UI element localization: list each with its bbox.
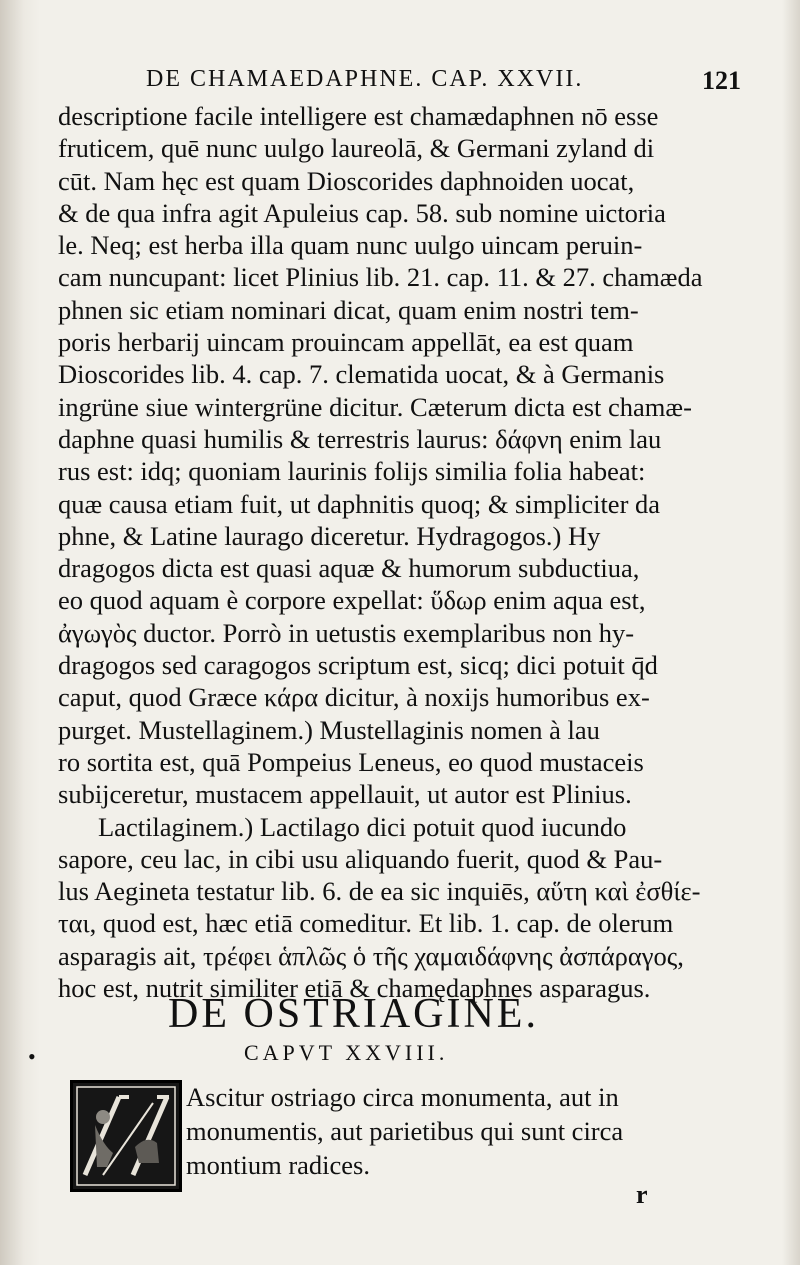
text-line: subijceretur, mustacem appellauit, ut autor est Plinius. <box>58 779 632 810</box>
text-line: le. Neq; est herba illa quam nunc uulgo uincam peruin- <box>58 230 643 261</box>
catchword: r <box>636 1180 648 1209</box>
text-line: Dioscorides lib. 4. cap. 7. clematida uocat, & à Germanis <box>58 359 665 390</box>
folio-number: 121 <box>702 66 741 95</box>
text-line: Ascitur ostriago circa monumenta, aut in <box>186 1082 619 1112</box>
chapter-number: CAPVT XXVIII. <box>244 1040 449 1065</box>
text-line: ro sortita est, quā Pompeius Leneus, eo quod mustaceis <box>58 746 644 777</box>
text-line: caput, quod Græce κάρα dicitur, à noxijs humoribus ex- <box>58 682 650 713</box>
text-line: monumentis, aut parietibus qui sunt circa <box>186 1116 624 1146</box>
chapter-text <box>186 1080 710 1182</box>
text-line: ingrüne siue wintergrüne dicitur. Cæterum dicta est chamæ- <box>58 391 692 422</box>
page-edge-left <box>0 0 40 1265</box>
text-line: dragogos sed caragogos scriptum est, sicq; dici potuit q̄d <box>58 650 658 681</box>
text-line: quæ causa etiam fuit, ut daphnitis quoq; & simpliciter da <box>58 488 661 519</box>
text-line: fruticem, quē nunc uulgo laureolā, & Germani zyland di <box>58 133 655 164</box>
text-line: Lactilaginem.) Lactilago dici potuit quod iucundo <box>98 811 627 842</box>
text-line: sapore, ceu lac, in cibi usu aliquando fuerit, quod & Pau- <box>58 843 663 874</box>
text-line: asparagis ait, τρέφει ἁπλῶς ὁ τῆς χαμαιδάφνης ἀσπάραγος, <box>58 940 684 971</box>
text-line: & de qua infra agit Apuleius cap. 58. sub nomine uictoria <box>58 197 666 228</box>
running-head: DE CHAMAEDAPHNE. CAP. XXVII. <box>146 66 584 92</box>
text-line: purget. Mustellaginem.) Mustellaginis nomen à lau <box>58 714 600 745</box>
text-line: hoc est, nutrit similiter etiā & chamędaphnes asparagus. <box>58 973 651 1004</box>
text-line: eo quod aquam è corpore expellat: ὕδωρ enim aqua est, <box>58 585 646 616</box>
body-text <box>58 100 708 1004</box>
text-line: phnen sic etiam nominari dicat, quam enim nostri tem- <box>58 294 639 325</box>
text-line: montium radices. <box>186 1150 370 1180</box>
text-line: descriptione facile intelligere est chamædaphnen nō esse <box>58 101 659 131</box>
text-line: daphne quasi humilis & terrestris laurus: δάφνη enim lau <box>58 423 662 454</box>
margin-dot-icon: • <box>28 1044 36 1069</box>
text-line: ται, quod est, hæc etiā comeditur. Et lib. 1. cap. de olerum <box>58 908 674 939</box>
text-line: lus Aegineta testatur lib. 6. de ea sic inquiēs, αὕτη καὶ ἐσθίε- <box>58 876 701 907</box>
drop-cap-woodcut <box>70 1080 182 1192</box>
text-line: ἀγωγὸς ductor. Porrò in uetustis exemplaribus non hy- <box>58 617 635 648</box>
text-line: poris herbarij uincam prouincam appellāt, ea est quam <box>58 327 634 358</box>
text-line: dragogos dicta est quasi aquæ & humorum subductiua, <box>58 553 640 584</box>
text-line: phne, & Latine laurago diceretur. Hydragogos.) Hy <box>58 520 601 551</box>
text-line: cūt. Nam hęc est quam Dioscorides daphnoiden uocat, <box>58 165 635 196</box>
page-edge-right <box>782 0 800 1265</box>
text-line: rus est: idq; quoniam laurinis folijs similia folia habeat: <box>58 456 646 487</box>
chapter-title: DE OSTRIAGINE. <box>168 991 539 1037</box>
text-line: cam nuncupant: licet Plinius lib. 21. cap. 11. & 27. chamæda <box>58 262 703 293</box>
